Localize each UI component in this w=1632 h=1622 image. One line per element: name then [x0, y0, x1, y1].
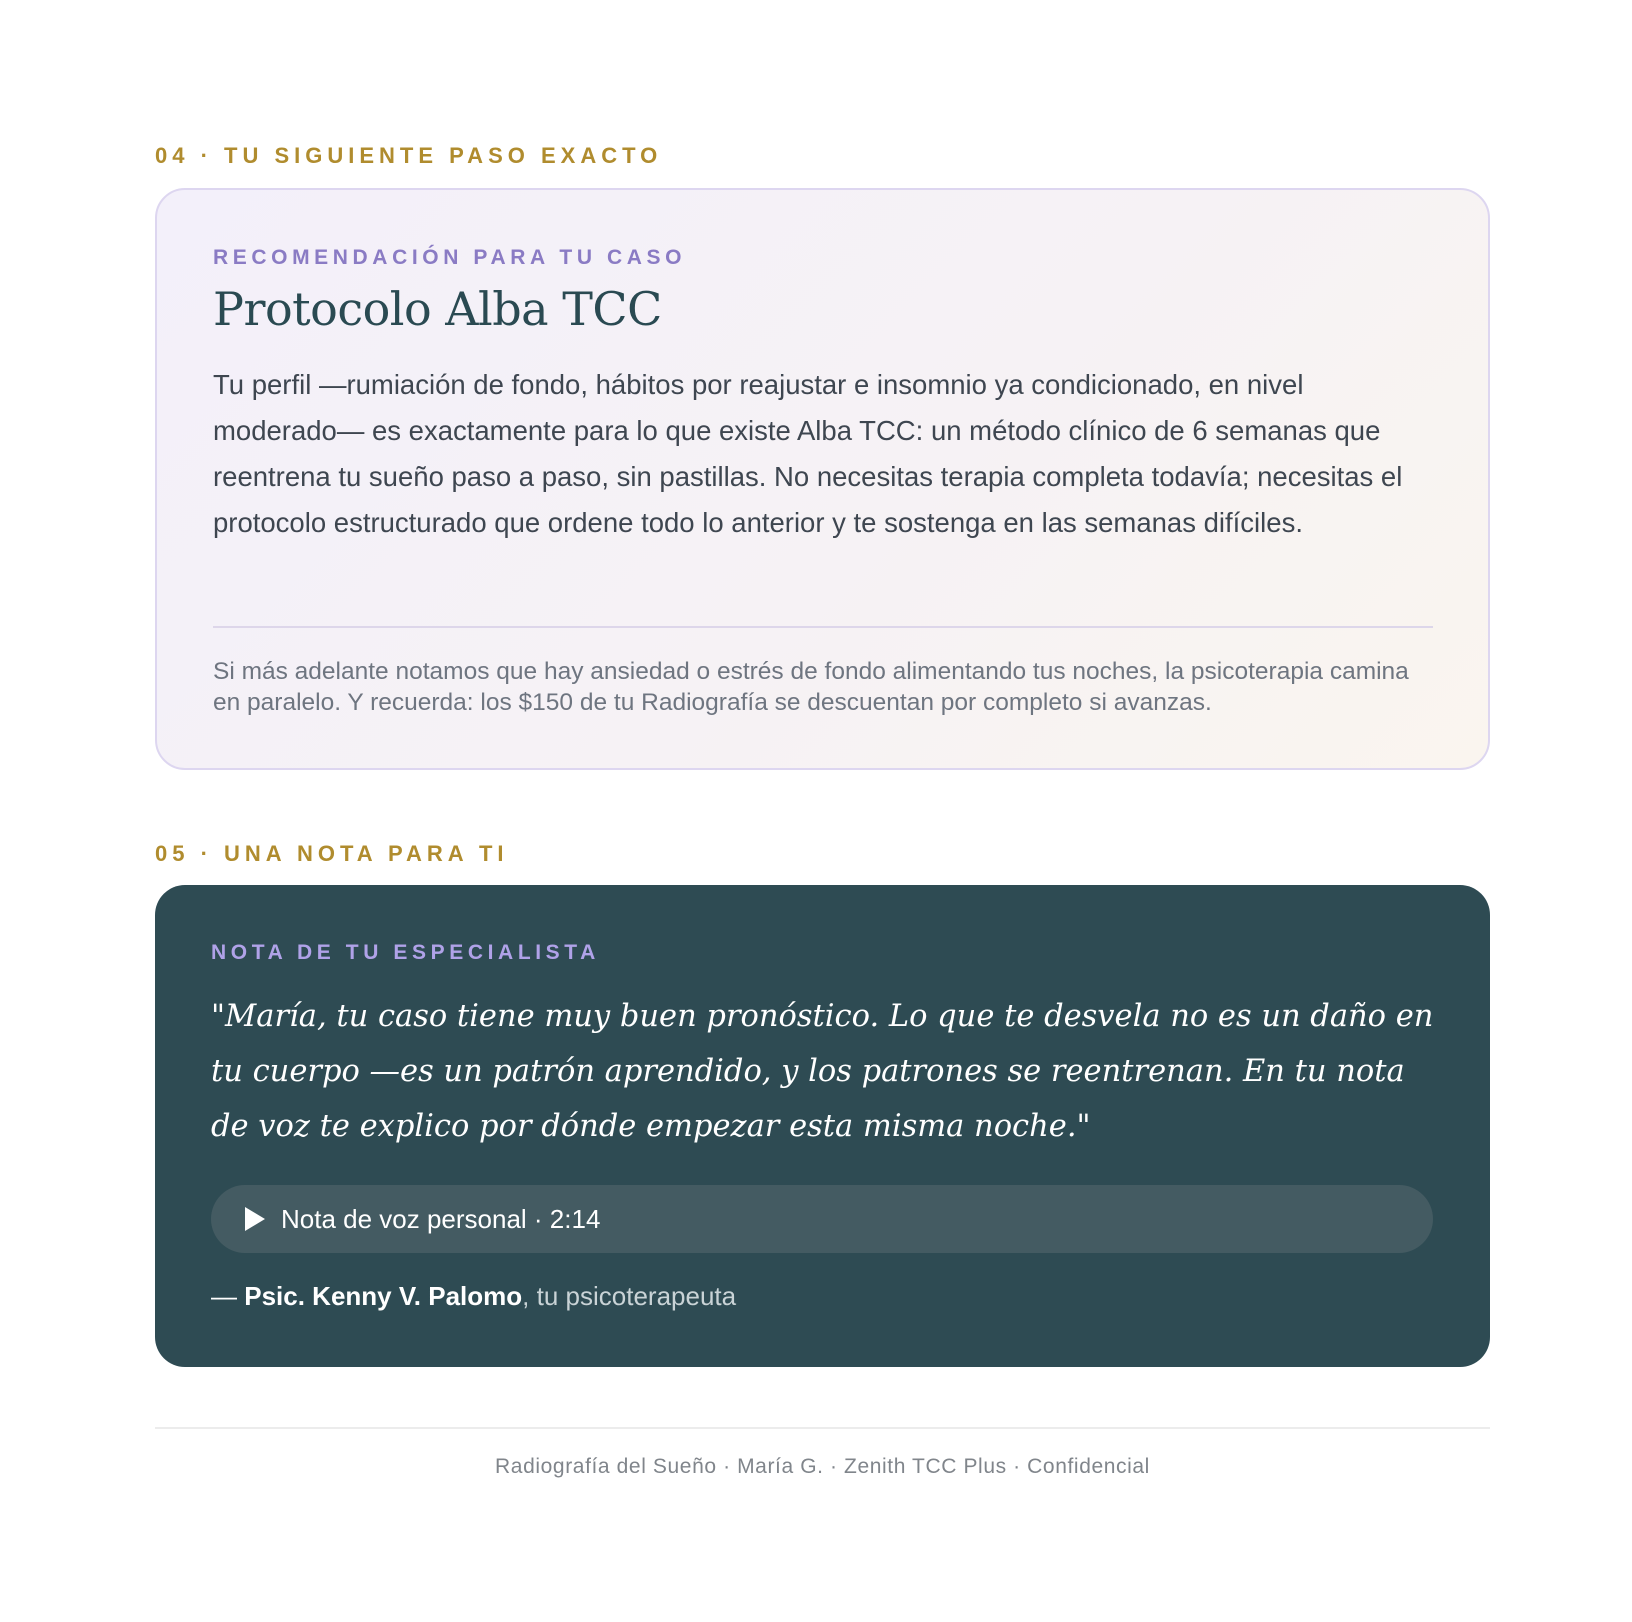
play-icon[interactable]	[245, 1207, 265, 1231]
recommendation-card	[155, 188, 1490, 770]
footer-text: Radiografía del Sueño · María G. · Zenith TCC Plus · Confidencial	[495, 1455, 1150, 1478]
footer-divider	[155, 1427, 1490, 1429]
recommendation-kicker: RECOMENDACIÓN PARA TU CASO	[213, 246, 687, 269]
section-label-next-step: 04 · TU SIGUIENTE PASO EXACTO	[155, 143, 663, 168]
specialist-note-card	[155, 885, 1490, 1367]
divider	[213, 626, 1433, 628]
specialist-signature	[211, 1281, 736, 1312]
recommendation-body: Tu perfil —rumiación de fondo, hábitos por reajustar e insomnio ya condicionado, en nivel moderado— es exactamente para lo que existe Alba TCC: un método clínico de 6 semanas que reentrena tu sueño paso a paso, sin pastillas. No necesitas terapia completa todavía; necesitas el protocolo estructurado que ordene todo lo anterior y te sostenga en las semanas difíciles.	[213, 369, 1403, 538]
voice-note-label: Nota de voz personal · 2:14	[281, 1203, 601, 1234]
signature-dash: —	[211, 1281, 245, 1311]
specialist-quote: "María, tu caso tiene muy buen pronóstico. Lo que te desvela no es un daño en tu cuerpo —es un patrón aprendido, y los patrones se reentrenan. En tu nota de voz te explico por dónde empezar esta misma noche."	[211, 999, 1434, 1144]
section-label-note: 05 · UNA NOTA PARA TI	[155, 841, 509, 866]
recommendation-footnote: Si más adelante notamos que hay ansiedad o estrés de fondo alimentando tus noches, la psicoterapia camina en paralelo. Y recuerda: los $150 de tu Radiografía se descuentan por completo si avanzas.	[213, 658, 1409, 716]
voice-note-player[interactable]	[211, 1185, 1433, 1253]
signature-role: , tu psicoterapeuta	[522, 1281, 737, 1311]
recommendation-title: Protocolo Alba TCC	[213, 282, 662, 336]
signature-name: Psic. Kenny V. Palomo	[244, 1281, 523, 1311]
note-kicker: NOTA DE TU ESPECIALISTA	[211, 941, 600, 964]
